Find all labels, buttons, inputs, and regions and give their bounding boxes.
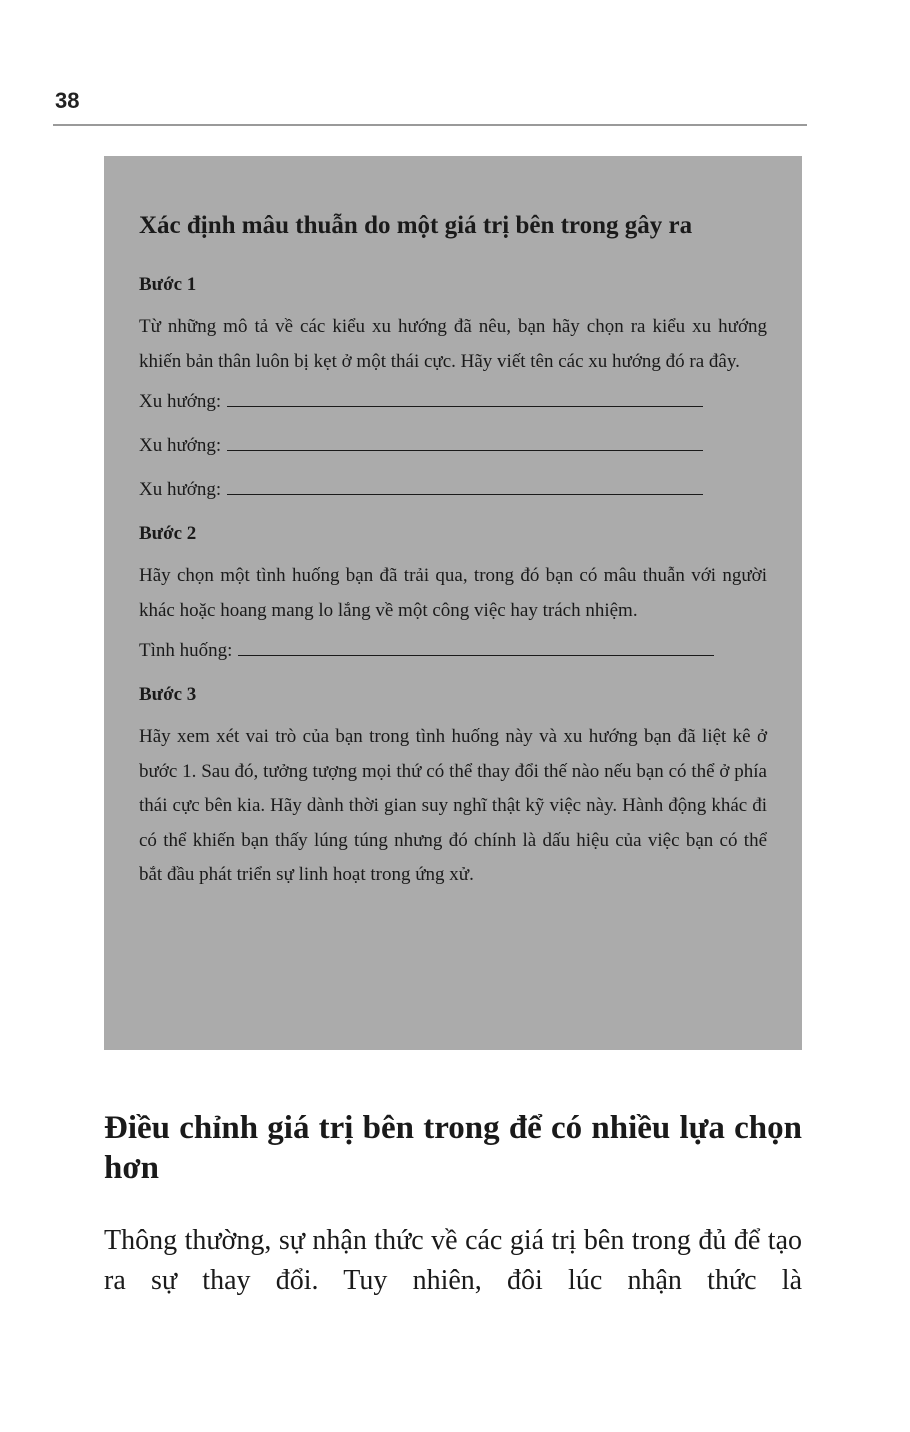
tendency-field-1[interactable]	[139, 387, 767, 417]
tendency-blank[interactable]	[227, 434, 703, 451]
header-rule	[53, 124, 807, 126]
section-heading: Điều chỉnh giá trị bên trong để có nhiều lựa chọn hơn	[104, 1110, 802, 1186]
step-2-text: Hãy chọn một tình huống bạn đã trải qua, trong đó bạn có mâu thuẫn với người khác hoặc hoang mang lo lắng về một công việc hay trách nhiệm.	[139, 565, 767, 621]
tendency-blank[interactable]	[227, 390, 703, 407]
step-3-title: Bước 3	[139, 684, 197, 705]
situation-label: Tình huống:	[139, 640, 233, 661]
step-2-title: Bước 2	[139, 523, 197, 544]
step-1-title: Bước 1	[139, 274, 197, 295]
situation-field[interactable]	[139, 636, 767, 666]
step-1-text: Từ những mô tả về các kiểu xu hướng đã nêu, bạn hãy chọn ra kiểu xu hướng khiến bản thân luôn bị kẹt ở một thái cực. Hãy viết tên các xu hướng đó ra đây.	[139, 316, 767, 372]
body-paragraph: Thông thường, sự nhận thức về các giá trị bên trong đủ để tạo ra sự thay đổi. Tuy nhiên, đôi lúc nhận thức là	[104, 1225, 802, 1296]
tendency-field-3[interactable]	[139, 475, 767, 505]
tendency-label: Xu hướng:	[139, 479, 222, 500]
tendency-blank[interactable]	[227, 478, 703, 495]
tendency-label: Xu hướng:	[139, 391, 222, 412]
page-number: 38	[55, 88, 80, 113]
step-3-text: Hãy xem xét vai trò của bạn trong tình huống này và xu hướng bạn đã liệt kê ở bước 1. Sau đó, tưởng tượng mọi thứ có thể thay đổi thế nào nếu bạn có thể ở phía thái cực bên kia. Hãy dành thời gian suy nghĩ thật kỹ việc này. Hành động khác đi có thể khiến bạn thấy lúng túng nhưng đó chính là dấu hiệu của việc bạn có thể bắt đầu phát triển sự linh hoạt trong ứng xử.	[139, 726, 767, 885]
tendency-label: Xu hướng:	[139, 435, 222, 456]
tendency-field-2[interactable]	[139, 431, 767, 461]
situation-blank[interactable]	[238, 639, 714, 656]
exercise-box	[104, 156, 802, 1050]
exercise-title: Xác định mâu thuẫn do một giá trị bên trong gây ra	[139, 212, 693, 239]
